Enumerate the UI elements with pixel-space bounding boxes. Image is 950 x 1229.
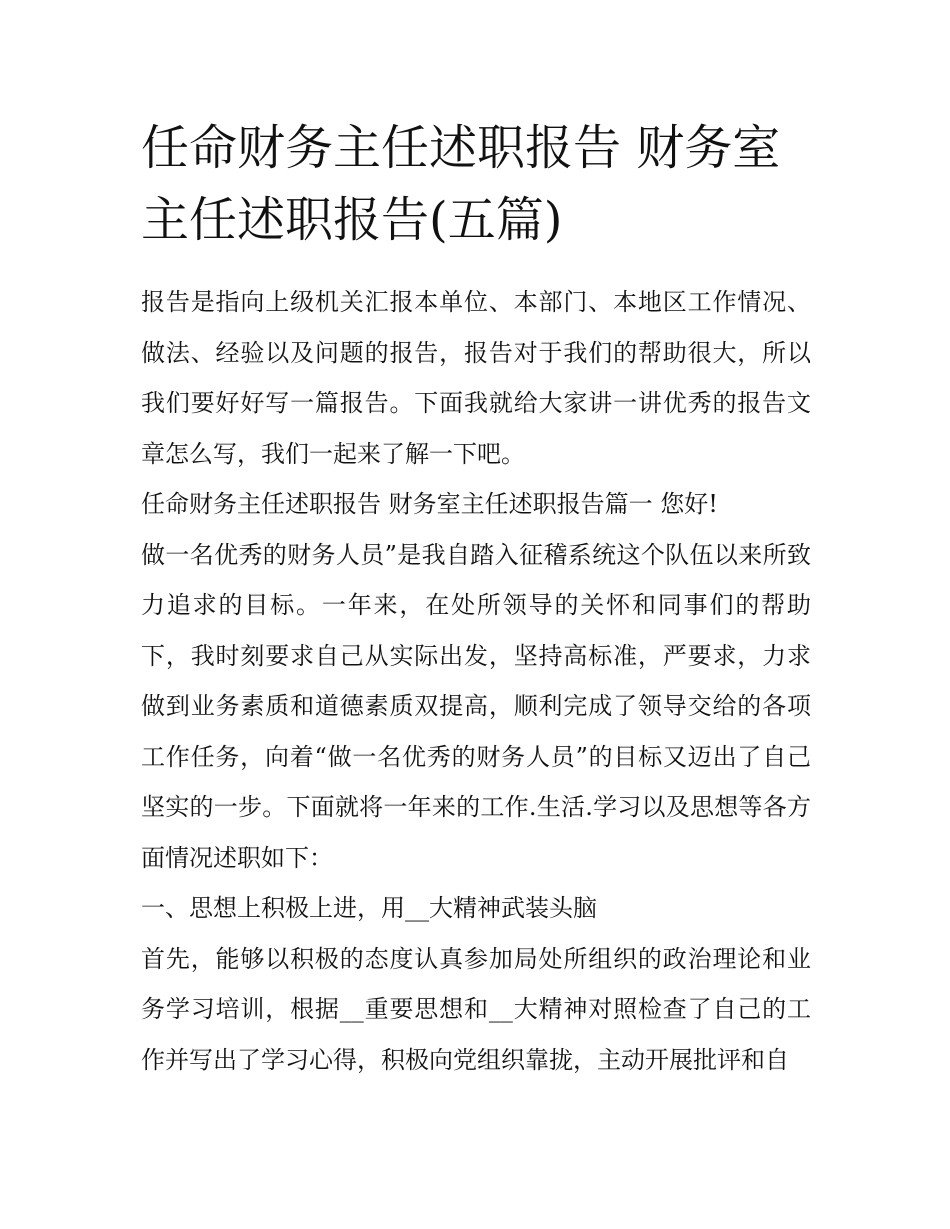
paragraph-list [141,277,811,1085]
document-body [141,112,811,1085]
paragraph-body: 首先，能够以积极的态度认真参加局处所组织的政治理论和业务学习培训，根据__重要思想和__大精神对照检查了自己的工作并写出了学习心得，积极向党组织靠拢，主动开展批评和自 [141,944,811,1074]
paragraph-intro: 报告是指向上级机关汇报本单位、本部门、本地区工作情况、做法、经验以及问题的报告，报告对于我们的帮助很大，所以我们要好好写一篇报告。下面我就给大家讲一讲优秀的报告文章怎么写，我们一起来了解一下吧。 [141,288,811,468]
document-title: 任命财务主任述职报告 财务室主任述职报告(五篇) [141,120,781,248]
paragraph-section-heading: 任命财务主任述职报告 财务室主任述职报告篇一 您好! [141,490,718,518]
paragraph-subheading: 一、思想上积极上进，用__大精神武装头脑 [141,894,597,922]
paragraph-main: 做一名优秀的财务人员”是我自踏入征稽系统这个队伍以来所致力追求的目标。一年来，在处所领导的关怀和同事们的帮助下，我时刻要求自己从实际出发，坚持高标准，严要求，力求做到业务素质和道德素质双提高，顺利完成了领导交给的各项工作任务，向着“做一名优秀的财务人员”的目标又迈出了自己坚实的一步。下面就将一年来的工作.生活.学习以及思想等各方面情况述职如下： [141,540,811,872]
